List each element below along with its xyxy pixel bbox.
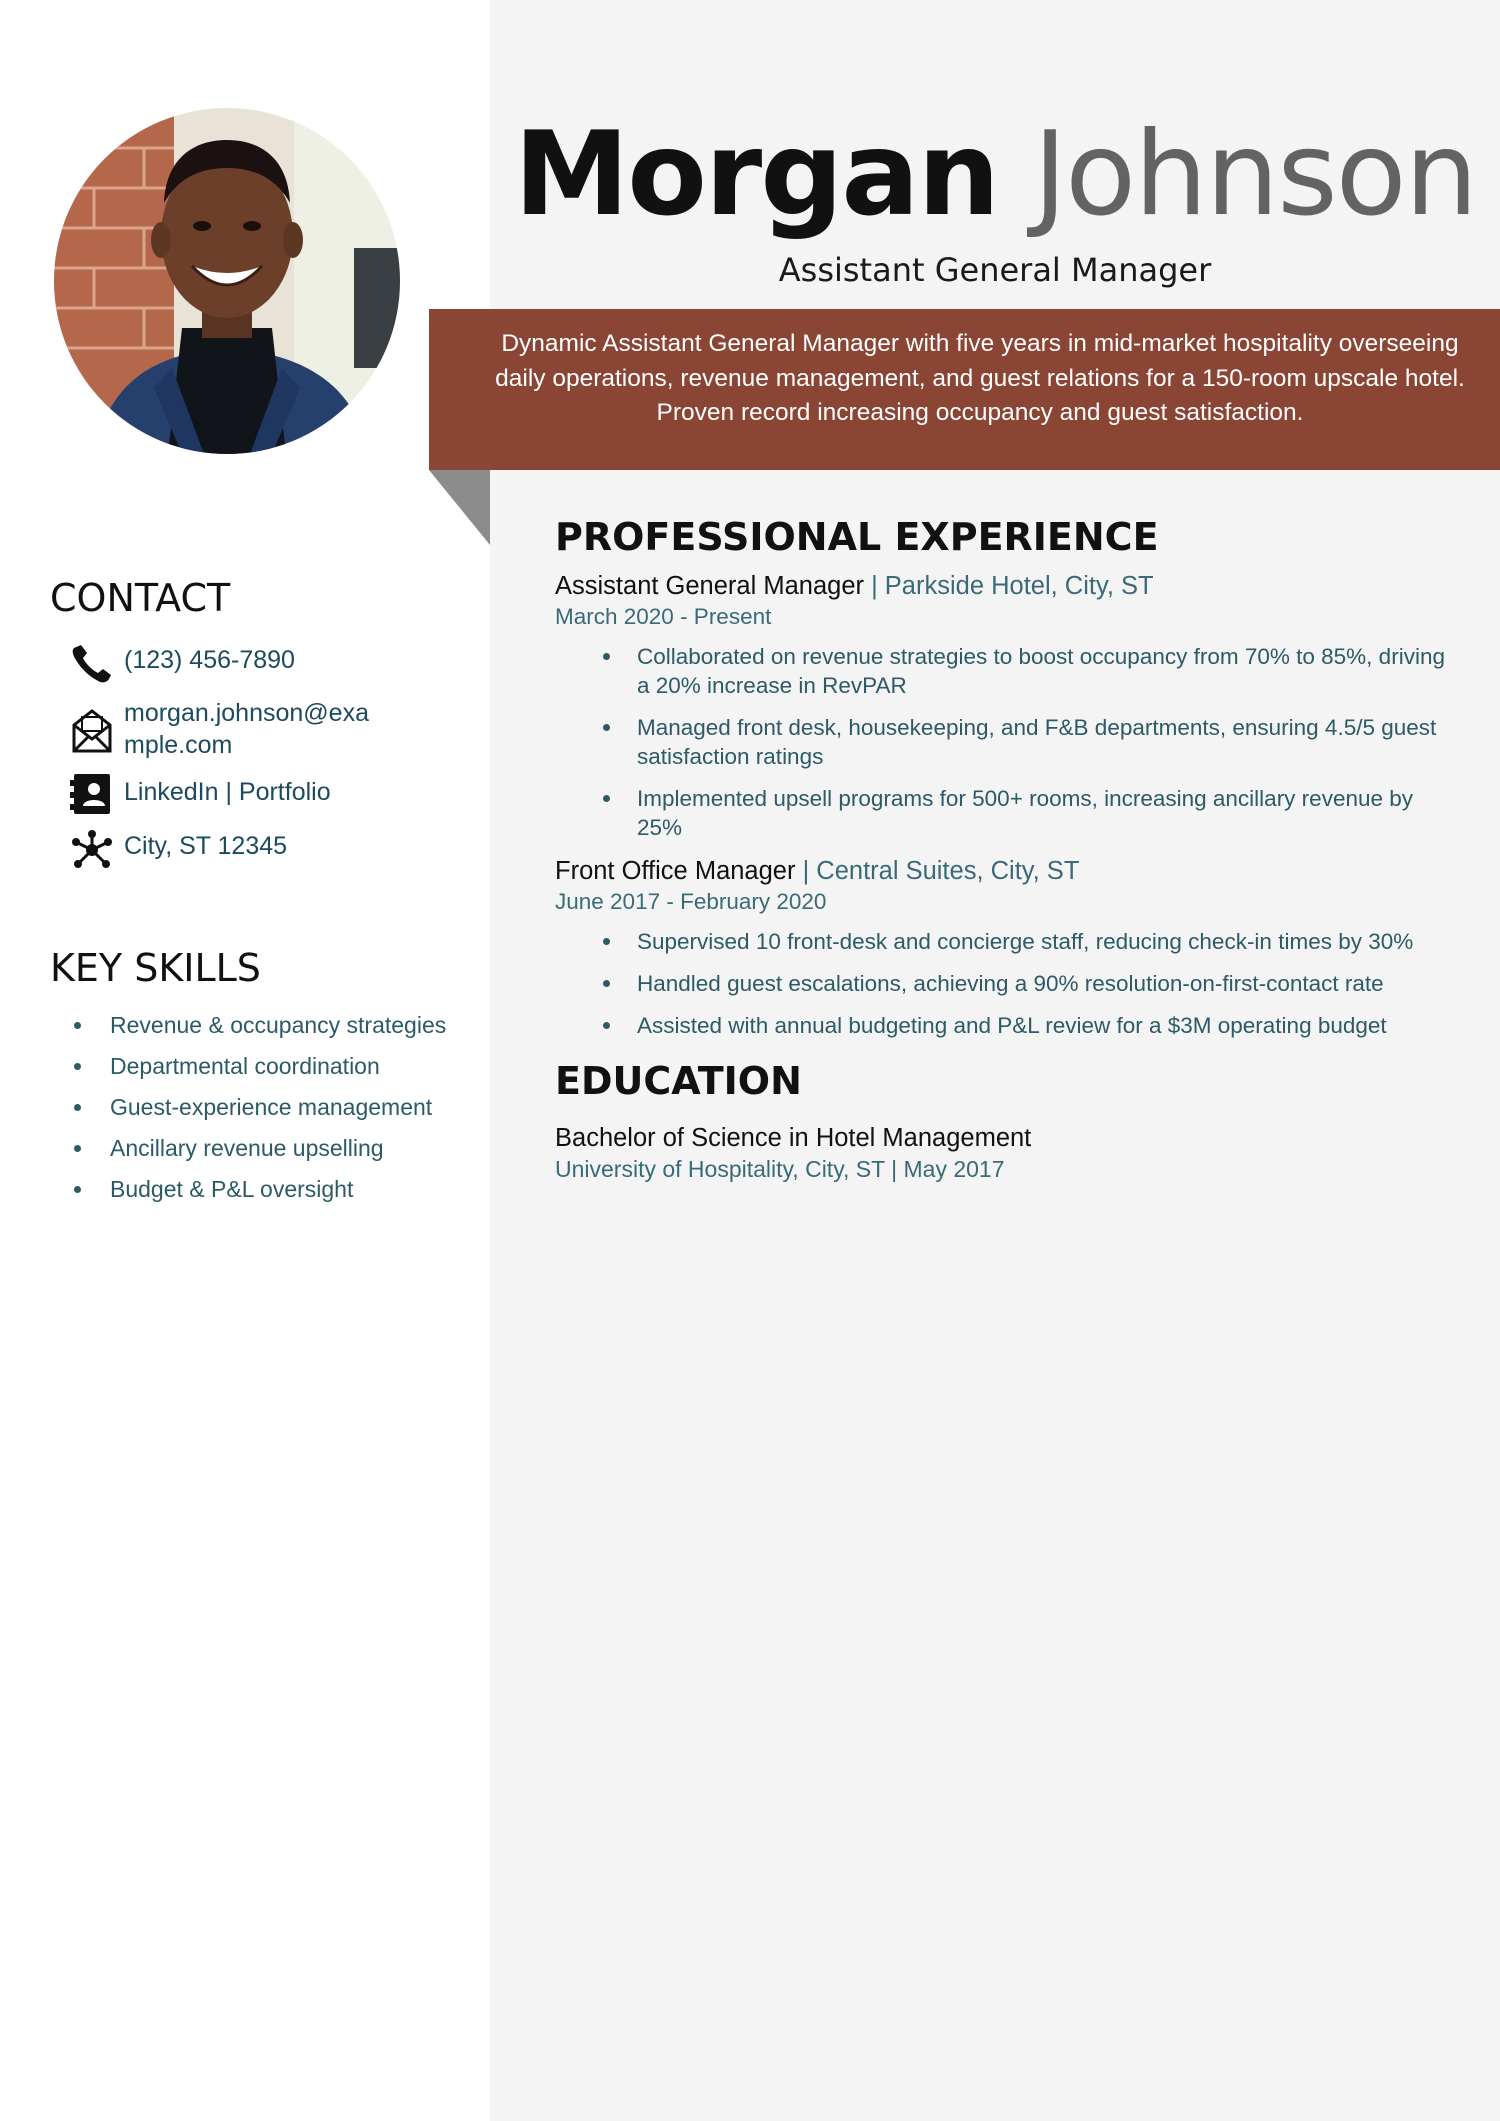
links-text: LinkedIn | Portfolio xyxy=(124,778,331,806)
location-text: City, ST 12345 xyxy=(124,832,288,860)
contact-email[interactable] xyxy=(70,697,384,761)
skill-item: Departmental coordination xyxy=(70,1051,450,1081)
phone-text: (123) 456-7890 xyxy=(124,646,295,674)
contact-location xyxy=(70,830,424,870)
job-bullet: Managed front desk, housekeeping, and F&B departments, ensuring 4.5/5 guest satisfaction ratings xyxy=(555,713,1455,771)
education-degree: Bachelor of Science in Hotel Management xyxy=(555,1124,1032,1152)
last-name: Johnson xyxy=(1032,107,1477,242)
education-heading: EDUCATION xyxy=(555,1059,802,1103)
email-text: morgan.johnson@example.com xyxy=(124,699,369,759)
main-content xyxy=(555,512,1455,1184)
phone-icon xyxy=(70,644,116,684)
contact-phone[interactable] xyxy=(70,644,424,684)
envelope-icon xyxy=(70,697,116,759)
job-role: Front Office Manager xyxy=(555,857,796,885)
skills-list xyxy=(70,1010,450,1215)
job-dates: June 2017 - February 2020 xyxy=(555,889,827,914)
candidate-name xyxy=(490,105,1500,245)
job-bullet: Implemented upsell programs for 500+ rooms, increasing ancillary revenue by 25% xyxy=(555,784,1455,842)
job-bullet: Supervised 10 front-desk and concierge staff, reducing check-in times by 30% xyxy=(555,927,1455,956)
job-role-line xyxy=(555,855,1455,887)
contact-heading: CONTACT xyxy=(50,576,231,620)
job-bullets xyxy=(555,642,1455,842)
job-entry xyxy=(555,570,1455,842)
education-school: University of Hospitality, City, ST | May 2017 xyxy=(555,1156,1005,1182)
contact-card-icon xyxy=(70,776,116,816)
skills-heading: KEY SKILLS xyxy=(50,946,261,990)
network-icon xyxy=(70,830,116,870)
contact-links[interactable] xyxy=(70,776,424,816)
job-bullets xyxy=(555,927,1455,1040)
first-name: Morgan xyxy=(513,107,999,242)
summary-text: Dynamic Assistant General Manager with five years in mid-market hospitality overseeing daily operations, revenue management, and guest relations for a 150-room upscale hotel. Proven record increasing occupancy and guest satisfaction. xyxy=(495,330,1465,426)
job-dates: March 2020 - Present xyxy=(555,604,772,629)
job-title: Assistant General Manager xyxy=(778,251,1212,289)
job-role-line xyxy=(555,570,1455,602)
profile-photo xyxy=(54,108,400,454)
job-bullet: Assisted with annual budgeting and P&L review for a $3M operating budget xyxy=(555,1011,1455,1040)
ribbon-fold-decoration xyxy=(429,470,491,545)
job-entry xyxy=(555,855,1455,1040)
skill-item: Guest-experience management xyxy=(70,1092,450,1122)
job-role: Assistant General Manager xyxy=(555,572,864,600)
job-company: | Parkside Hotel, City, ST xyxy=(871,572,1154,600)
job-company: | Central Suites, City, ST xyxy=(802,857,1080,885)
experience-heading: PROFESSIONAL EXPERIENCE xyxy=(555,515,1159,559)
skill-item: Budget & P&L oversight xyxy=(70,1174,450,1204)
skill-item: Revenue & occupancy strategies xyxy=(70,1010,450,1040)
skill-item: Ancillary revenue upselling xyxy=(70,1133,450,1163)
job-bullet: Collaborated on revenue strategies to boost occupancy from 70% to 85%, driving a 20% increase in RevPAR xyxy=(555,642,1455,700)
job-bullet: Handled guest escalations, achieving a 90% resolution-on-first-contact rate xyxy=(555,969,1455,998)
